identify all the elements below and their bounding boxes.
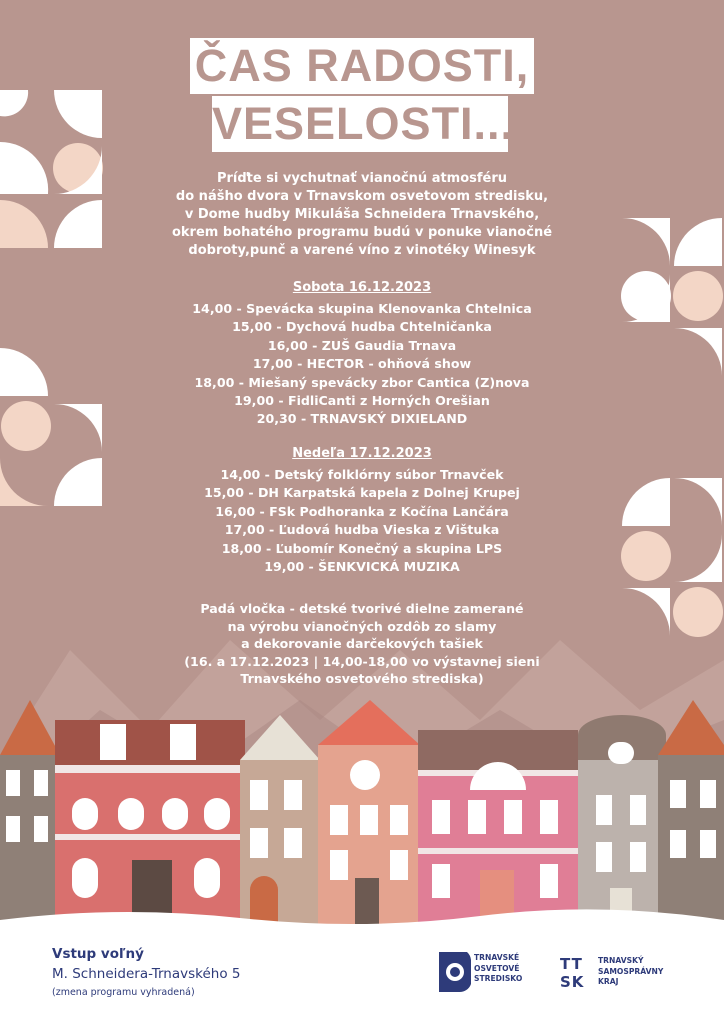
ttsk-logo-line: SAMOSPRÁVNY [598,966,664,976]
ttsk-mark-line: TT [560,955,583,973]
schedule-item: 18,00 - Ľubomír Konečný a skupina LPS [221,540,503,556]
tos-logo-line: TRNAVSKÉ [474,953,520,962]
saturday-schedule [0,300,724,429]
schedule-item: 19,00 - FidliCanti z Horných Orešian [234,393,490,409]
ttsk-logo-line: TRNAVSKÝ [598,956,644,965]
intro-line: okrem bohatého programu budú v ponuke vianočné [171,225,553,240]
intro-line: v Dome hudby Mikuláša Schneidera Trnavského, [184,207,540,222]
schedule-item: 18,00 - Miešaný spevácky zbor Cantica (Z)nova [194,374,530,390]
schedule-item: 16,00 - ZUŠ Gaudia Trnava [267,337,457,353]
workshop-line: Trnavského osvetového strediska) [240,671,484,686]
footer [0,930,724,1024]
schedule-item: 14,00 - Detský folklórny súbor Trnavček [220,467,504,482]
sunday-heading: Nedeľa 17.12.2023 [292,446,432,461]
ttsk-logo-mark [560,955,584,991]
workshop-line: na výrobu vianočných ozdôb zo slamy [227,618,497,634]
intro-paragraph [0,170,724,260]
intro-line: Príďte si vychutnať vianočnú atmosféru [216,171,508,186]
address-label: M. Schneidera-Trnavského 5 [52,966,241,982]
tos-logo-text [474,953,522,985]
title-line-2: VESELOSTI... [212,96,508,152]
saturday-heading: Sobota 16.12.2023 [292,280,432,295]
program-note: (zmena programu vyhradená) [52,987,195,998]
schedule-item: 17,00 - HECTOR - ohňová show [252,356,472,372]
schedule-item: 15,00 - Dychová hudba Chtelničanka [232,319,492,335]
schedule-item: 14,00 - Spevácka skupina Klenovanka Chtelnica [192,301,532,316]
ttsk-logo-line: KRAJ [598,977,619,986]
ttsk-mark-line: SK [560,973,585,991]
schedule-item: 19,00 - ŠENKVICKÁ MUZIKA [264,559,460,575]
schedule-item: 20,30 - TRNAVSKÝ DIXIELAND [256,411,468,427]
intro-line: do nášho dvora v Trnavskom osvetovom stredisku, [175,189,549,204]
sunday-schedule [0,466,724,576]
workshop-paragraph [0,600,724,688]
schedule-item: 16,00 - FSk Podhoranka z Kočína Lančára [215,503,509,519]
workshop-line: a dekorovanie darčekových tašiek [241,636,483,651]
ttsk-logo-text [598,956,663,988]
tos-logo-line: OSVETOVÉ [474,963,520,973]
title-line-1: ČAS RADOSTI, [190,38,534,94]
workshop-line: Padá vločka - detské tvorivé dielne zamerané [200,601,524,616]
workshop-line: (16. a 17.12.2023 | 14,00-18,00 vo výstavnej sieni [184,653,540,669]
schedule-item: 17,00 - Ľudová hudba Vieska z Vištuka [224,522,500,538]
tos-logo-line: STREDISKO [474,974,523,983]
schedule-item: 15,00 - DH Karpatská kapela z Dolnej Krupej [204,485,520,501]
entry-free-label: Vstup voľný [52,946,144,962]
intro-line: dobroty,punč a varené víno z vinotéky Winesyk [188,243,536,258]
